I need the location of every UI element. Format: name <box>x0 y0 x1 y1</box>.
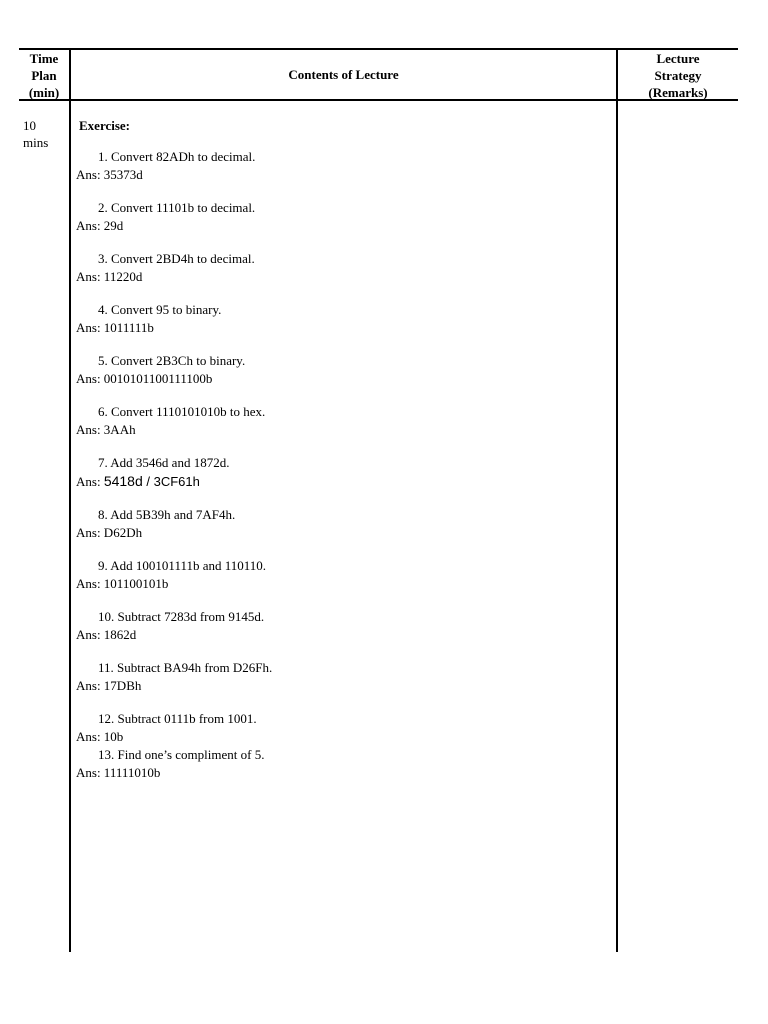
answer-decimal: 5418d <box>103 473 143 489</box>
answer-text <box>76 472 611 491</box>
answer-prefix: Ans: <box>76 474 104 489</box>
header-time-plan <box>19 50 69 101</box>
list-item <box>76 557 611 593</box>
answer-text: Ans: 35373d <box>76 167 143 182</box>
answer-text: Ans: 29d <box>76 218 124 233</box>
question-text: 4. Convert 95 to binary. <box>98 302 222 317</box>
time-value: 10 <box>23 118 36 133</box>
list-item <box>76 148 611 184</box>
answer-text: Ans: 17DBh <box>76 678 142 693</box>
list-item <box>76 659 611 695</box>
column-divider-left <box>69 48 71 952</box>
question-text: 13. Find one’s compliment of 5. <box>98 747 265 762</box>
question-text: 9. Add 100101111b and 110110. <box>98 558 267 573</box>
question-text: 11. Subtract BA94h from D26Fh. <box>98 660 273 675</box>
header-time-plan-line: Plan <box>31 68 57 83</box>
question-text: 12. Subtract 0111b from 1001. <box>98 711 257 726</box>
lecture-contents <box>76 117 611 797</box>
answer-text: Ans: 0010101100111100b <box>76 371 213 386</box>
question-text: 8. Add 5B39h and 7AF4h. <box>98 507 236 522</box>
answer-hex: / 3CF61h <box>142 474 200 489</box>
exercise-title: Exercise: <box>79 118 131 133</box>
header-strategy-line: Lecture <box>656 51 700 66</box>
header-contents <box>71 66 616 83</box>
list-item <box>76 454 611 491</box>
answer-text: Ans: 101100101b <box>76 576 169 591</box>
list-item <box>76 608 611 644</box>
header-strategy-line: (Remarks) <box>648 85 708 100</box>
answer-text: Ans: 11111010b <box>76 765 161 780</box>
answer-text: Ans: 1862d <box>76 627 137 642</box>
list-item <box>76 506 611 542</box>
header-strategy-line: Strategy <box>654 68 702 83</box>
answer-text: Ans: 10b <box>76 729 124 744</box>
header-strategy <box>618 50 738 101</box>
header-time-plan-line: Time <box>29 51 59 66</box>
list-item <box>76 403 611 439</box>
answer-text: Ans: D62Dh <box>76 525 143 540</box>
question-text: 5. Convert 2B3Ch to binary. <box>98 353 246 368</box>
question-text: 3. Convert 2BD4h to decimal. <box>98 251 255 266</box>
list-item <box>76 199 611 235</box>
question-text: 7. Add 3546d and 1872d. <box>98 455 230 470</box>
list-item <box>76 710 611 746</box>
column-divider-right <box>616 48 618 952</box>
question-text: 6. Convert 1110101010b to hex. <box>98 404 266 419</box>
question-text: 1. Convert 82ADh to decimal. <box>98 149 256 164</box>
list-item <box>76 301 611 337</box>
time-cell <box>23 117 48 151</box>
answer-text: Ans: 1011111b <box>76 320 154 335</box>
list-item <box>76 250 611 286</box>
list-item <box>76 746 611 782</box>
header-time-plan-line: (min) <box>28 85 60 100</box>
answer-text: Ans: 11220d <box>76 269 143 284</box>
question-text: 2. Convert 11101b to decimal. <box>98 200 256 215</box>
answer-text: Ans: 3AAh <box>76 422 136 437</box>
list-item <box>76 352 611 388</box>
question-text: 10. Subtract 7283d from 9145d. <box>98 609 265 624</box>
time-unit: mins <box>23 135 49 150</box>
header-contents-label: Contents of Lecture <box>288 67 399 82</box>
